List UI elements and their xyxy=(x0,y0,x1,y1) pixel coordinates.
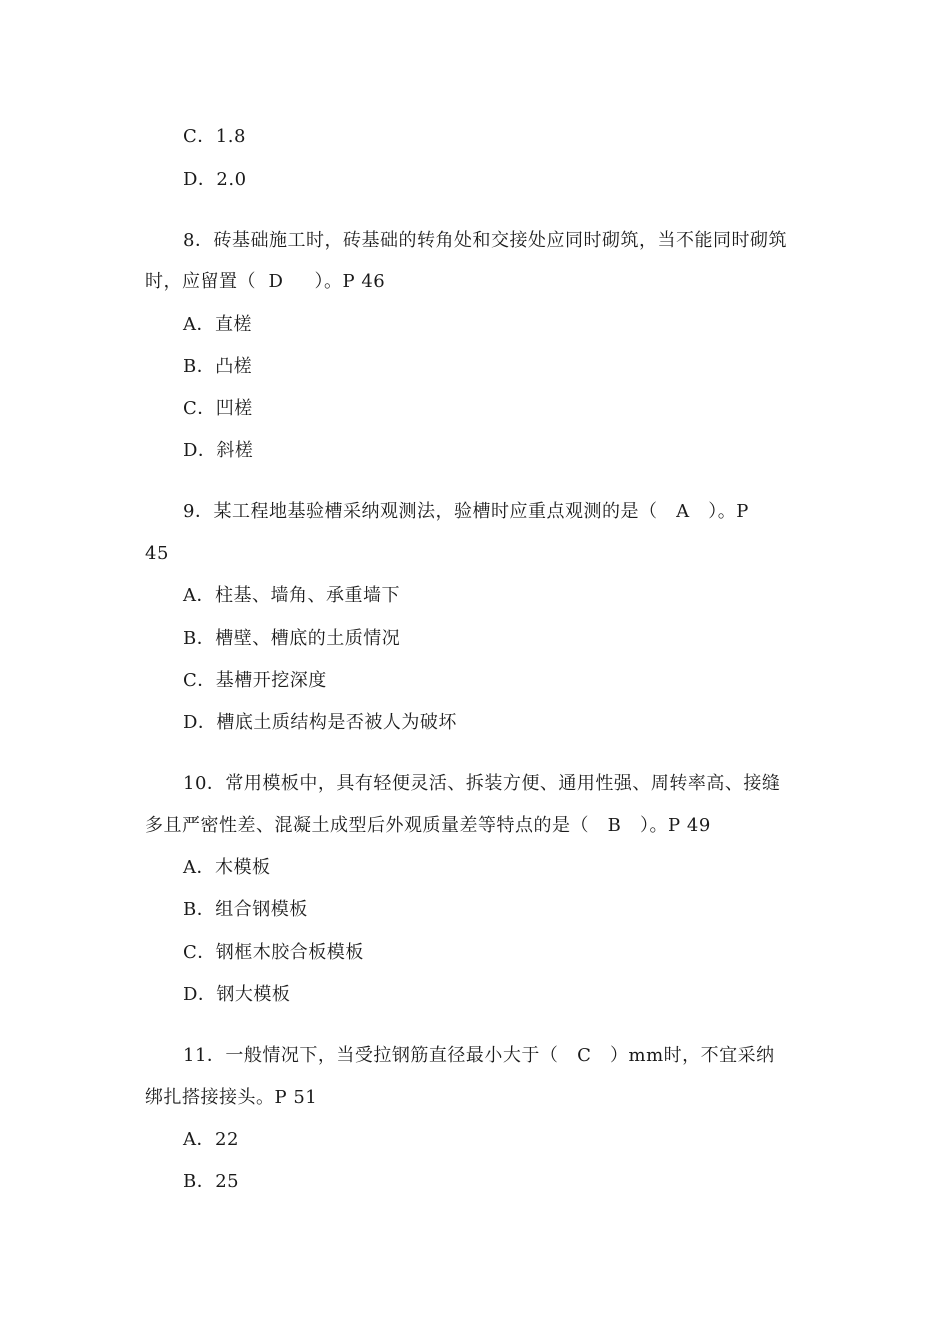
question-10-stem-line-1: 10．常用模板中，具有轻便灵活、拆装方便、通用性强、周转率高、接缝 xyxy=(183,773,781,794)
question-10-stem-line-2: 多且严密性差、混凝土成型后外观质量差等特点的是（ B ）。P 49 xyxy=(145,815,711,836)
question-9-stem-line-1: 9．某工程地基验槽采纳观测法，验槽时应重点观测的是（ A ）。P xyxy=(183,501,749,522)
question-9-option-c: C．基槽开挖深度 xyxy=(183,670,327,691)
question-10-option-a: A．木模板 xyxy=(183,857,271,878)
question-11-stem-line-2: 绑扎搭接接头。P 51 xyxy=(145,1087,318,1108)
question-9-stem-line-2: 45 xyxy=(145,543,169,564)
question-10-option-b: B．组合钢模板 xyxy=(183,899,308,920)
question-11-option-a: A．22 xyxy=(183,1129,239,1150)
option-c: C．1.8 xyxy=(183,126,246,147)
question-8-option-c: C．凹槎 xyxy=(183,398,253,419)
question-11-stem-line-1: 11．一般情况下，当受拉钢筋直径最小大于（ C ）mm时，不宜采纳 xyxy=(183,1045,775,1066)
question-10-option-d: D．钢大模板 xyxy=(183,984,291,1005)
question-9-option-b: B．槽壁、槽底的土质情况 xyxy=(183,628,401,649)
question-9-option-a: A．柱基、墙角、承重墙下 xyxy=(183,585,400,606)
question-10-option-c: C．钢框木胶合板模板 xyxy=(183,942,364,963)
question-8-option-a: A．直槎 xyxy=(183,314,252,335)
question-8-stem-line-1: 8．砖基础施工时，砖基础的转角处和交接处应同时砌筑，当不能同时砌筑 xyxy=(183,230,787,251)
question-9-option-d: D．槽底土质结构是否被人为破坏 xyxy=(183,712,457,733)
option-d: D．2.0 xyxy=(183,169,247,190)
question-8-stem-line-2: 时，应留置（ D ）。P 46 xyxy=(145,271,386,292)
question-8-option-b: B．凸槎 xyxy=(183,356,253,377)
question-11-option-b: B．25 xyxy=(183,1171,240,1192)
question-8-option-d: D．斜槎 xyxy=(183,440,254,461)
